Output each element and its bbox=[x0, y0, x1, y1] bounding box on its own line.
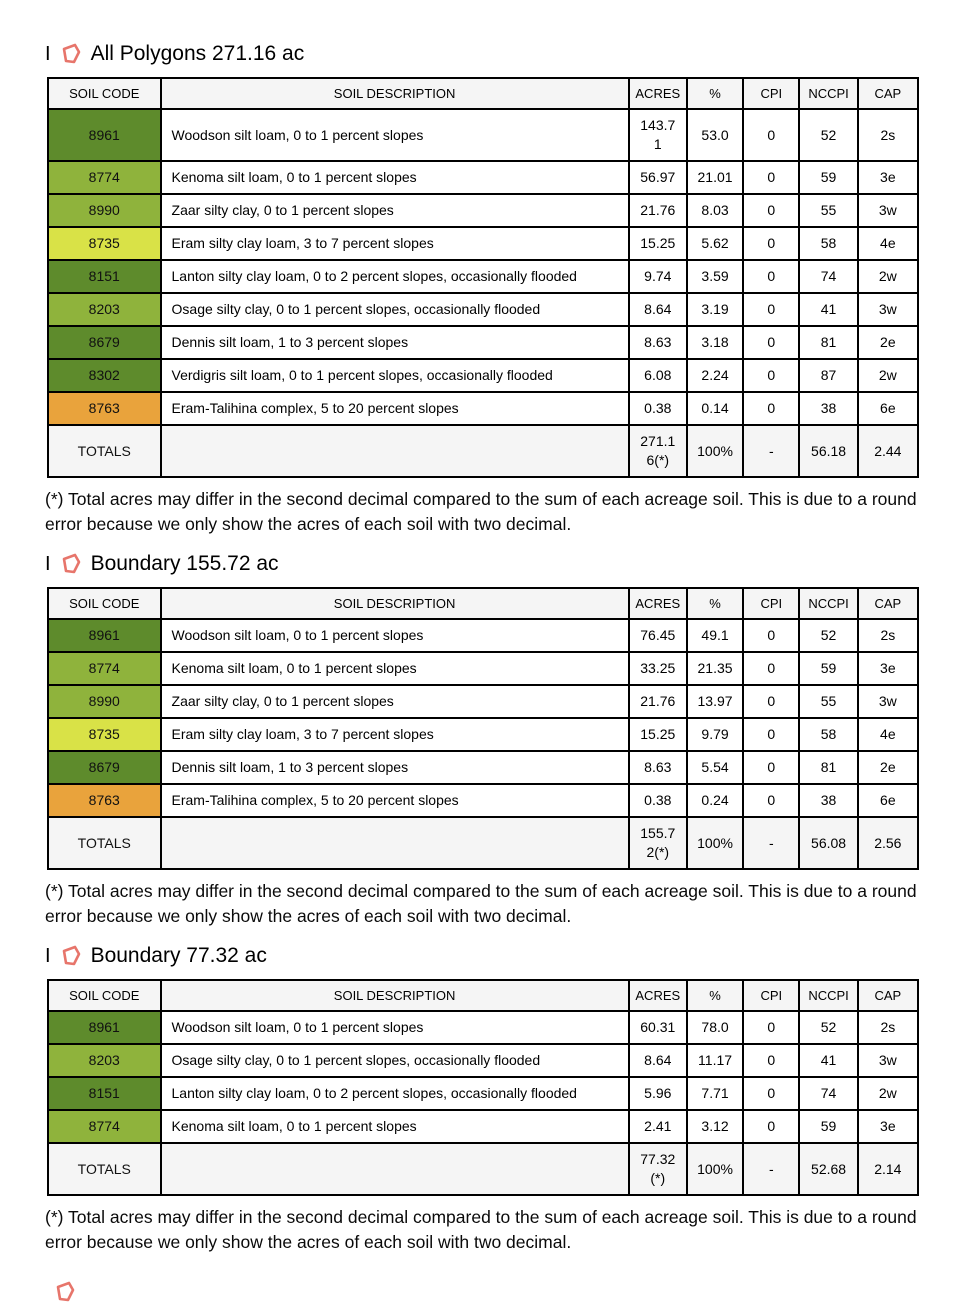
totals-cap: 2.56 bbox=[858, 817, 918, 869]
totals-label: TOTALS bbox=[48, 817, 161, 869]
table-row bbox=[48, 392, 918, 425]
percent-cell: 8.03 bbox=[687, 194, 743, 227]
table-row bbox=[48, 1077, 918, 1110]
soil-description-cell: Dennis silt loam, 1 to 3 percent slopes bbox=[161, 751, 629, 784]
cpi-cell: 0 bbox=[743, 718, 799, 751]
cap-cell: 3e bbox=[858, 652, 918, 685]
acres-cell: 8.64 bbox=[629, 293, 687, 326]
soil-description-cell: Verdigris silt loam, 0 to 1 percent slopes, occasionally flooded bbox=[161, 359, 629, 392]
cap-cell: 3e bbox=[858, 1110, 918, 1143]
nccpi-cell: 38 bbox=[799, 784, 857, 817]
cap-cell: 2s bbox=[858, 109, 918, 161]
soil-code-cell: 8151 bbox=[48, 260, 161, 293]
percent-cell: 3.18 bbox=[687, 326, 743, 359]
acres-cell: 8.63 bbox=[629, 751, 687, 784]
soil-description-cell: Lanton silty clay loam, 0 to 2 percent slopes, occasionally flooded bbox=[161, 260, 629, 293]
col-header-cpi: CPI bbox=[743, 980, 799, 1011]
soil-code-cell: 8774 bbox=[48, 161, 161, 194]
table-row bbox=[48, 619, 918, 652]
soil-description-cell: Kenoma silt loam, 0 to 1 percent slopes bbox=[161, 652, 629, 685]
soil-description-cell: Eram-Talihina complex, 5 to 20 percent slopes bbox=[161, 392, 629, 425]
col-header-percent: % bbox=[687, 588, 743, 619]
soil-description-cell: Kenoma silt loam, 0 to 1 percent slopes bbox=[161, 161, 629, 194]
nccpi-cell: 81 bbox=[799, 751, 857, 784]
percent-cell: 11.17 bbox=[687, 1044, 743, 1077]
acres-cell: 143.71 bbox=[629, 109, 687, 161]
polygon-icon bbox=[59, 42, 83, 66]
nccpi-cell: 41 bbox=[799, 1044, 857, 1077]
soil-description-cell: Zaar silty clay, 0 to 1 percent slopes bbox=[161, 685, 629, 718]
table-row bbox=[48, 326, 918, 359]
cpi-cell: 0 bbox=[743, 751, 799, 784]
table-row bbox=[48, 751, 918, 784]
percent-cell: 3.59 bbox=[687, 260, 743, 293]
cap-cell: 3e bbox=[858, 161, 918, 194]
col-header-soil-description: SOIL DESCRIPTION bbox=[161, 980, 629, 1011]
nccpi-cell: 55 bbox=[799, 685, 857, 718]
table-row bbox=[48, 685, 918, 718]
cpi-cell: 0 bbox=[743, 326, 799, 359]
nccpi-cell: 59 bbox=[799, 1110, 857, 1143]
percent-cell: 2.24 bbox=[687, 359, 743, 392]
cap-cell: 6e bbox=[858, 392, 918, 425]
col-header-soil-description: SOIL DESCRIPTION bbox=[161, 588, 629, 619]
percent-cell: 13.97 bbox=[687, 685, 743, 718]
section-boundary-77 bbox=[45, 944, 925, 1255]
acres-cell: 2.41 bbox=[629, 1110, 687, 1143]
totals-acres: 271.16(*) bbox=[629, 425, 687, 477]
totals-cpi: - bbox=[743, 1143, 799, 1195]
cap-cell: 3w bbox=[858, 194, 918, 227]
table-row bbox=[48, 652, 918, 685]
nccpi-cell: 41 bbox=[799, 293, 857, 326]
soil-description-cell: Eram silty clay loam, 3 to 7 percent slopes bbox=[161, 227, 629, 260]
soil-code-cell: 8679 bbox=[48, 326, 161, 359]
nccpi-cell: 74 bbox=[799, 1077, 857, 1110]
percent-cell: 9.79 bbox=[687, 718, 743, 751]
col-header-cpi: CPI bbox=[743, 588, 799, 619]
soil-table bbox=[47, 979, 919, 1196]
nccpi-cell: 59 bbox=[799, 652, 857, 685]
nccpi-cell: 81 bbox=[799, 326, 857, 359]
soil-code-cell: 8774 bbox=[48, 1110, 161, 1143]
totals-percent: 100% bbox=[687, 425, 743, 477]
acres-cell: 8.64 bbox=[629, 1044, 687, 1077]
acres-cell: 5.96 bbox=[629, 1077, 687, 1110]
table-row bbox=[48, 1044, 918, 1077]
nccpi-cell: 59 bbox=[799, 161, 857, 194]
section-all-polygons bbox=[45, 42, 925, 537]
soil-code-cell: 8961 bbox=[48, 619, 161, 652]
nccpi-cell: 52 bbox=[799, 619, 857, 652]
acres-cell: 0.38 bbox=[629, 784, 687, 817]
percent-cell: 5.54 bbox=[687, 751, 743, 784]
section-title-text: All Polygons 271.16 ac bbox=[90, 42, 305, 65]
soil-description-cell: Kenoma silt loam, 0 to 1 percent slopes bbox=[161, 1110, 629, 1143]
percent-cell: 78.0 bbox=[687, 1011, 743, 1044]
col-header-nccpi: NCCPI bbox=[799, 980, 857, 1011]
acres-cell: 76.45 bbox=[629, 619, 687, 652]
percent-cell: 21.01 bbox=[687, 161, 743, 194]
footnote: (*) Total acres may differ in the second decimal compared to the sum of each acreage soil. This is due to a round error because we only show the acres of each soil with two decimal. bbox=[45, 881, 917, 926]
col-header-cap: CAP bbox=[858, 78, 918, 109]
table-row bbox=[48, 161, 918, 194]
acres-cell: 56.97 bbox=[629, 161, 687, 194]
totals-nccpi: 52.68 bbox=[799, 1143, 857, 1195]
totals-label: TOTALS bbox=[48, 1143, 161, 1195]
soil-code-cell: 8735 bbox=[48, 718, 161, 751]
title-prefix: I bbox=[45, 43, 51, 65]
totals-row bbox=[48, 425, 918, 477]
soil-description-cell: Eram-Talihina complex, 5 to 20 percent slopes bbox=[161, 784, 629, 817]
acres-cell: 21.76 bbox=[629, 685, 687, 718]
table-header-row bbox=[48, 78, 918, 109]
acres-cell: 0.38 bbox=[629, 392, 687, 425]
soil-code-cell: 8302 bbox=[48, 359, 161, 392]
soil-description-cell: Osage silty clay, 0 to 1 percent slopes, occasionally flooded bbox=[161, 293, 629, 326]
soil-description-cell: Woodson silt loam, 0 to 1 percent slopes bbox=[161, 619, 629, 652]
acres-cell: 21.76 bbox=[629, 194, 687, 227]
polygon-icon bbox=[59, 944, 83, 968]
table-row bbox=[48, 1011, 918, 1044]
soil-description-cell: Woodson silt loam, 0 to 1 percent slopes bbox=[161, 1011, 629, 1044]
soil-description-cell: Eram silty clay loam, 3 to 7 percent slopes bbox=[161, 718, 629, 751]
soil-description-cell: Dennis silt loam, 1 to 3 percent slopes bbox=[161, 326, 629, 359]
soil-code-cell: 8961 bbox=[48, 109, 161, 161]
col-header-soil-code: SOIL CODE bbox=[48, 78, 161, 109]
section-title-text: Boundary 77.32 ac bbox=[90, 944, 267, 967]
percent-cell: 21.35 bbox=[687, 652, 743, 685]
totals-cpi: - bbox=[743, 817, 799, 869]
table-header-row bbox=[48, 588, 918, 619]
percent-cell: 5.62 bbox=[687, 227, 743, 260]
col-header-nccpi: NCCPI bbox=[799, 588, 857, 619]
title-prefix: I bbox=[45, 553, 51, 575]
polygon-icon bbox=[59, 552, 83, 576]
totals-percent: 100% bbox=[687, 1143, 743, 1195]
col-header-cap: CAP bbox=[858, 980, 918, 1011]
totals-cpi: - bbox=[743, 425, 799, 477]
cap-cell: 2e bbox=[858, 751, 918, 784]
acres-cell: 33.25 bbox=[629, 652, 687, 685]
col-header-acres: ACRES bbox=[629, 78, 687, 109]
bottom-polygon-icon-row bbox=[45, 1270, 925, 1309]
nccpi-cell: 58 bbox=[799, 227, 857, 260]
soil-code-cell: 8735 bbox=[48, 227, 161, 260]
table-row bbox=[48, 784, 918, 817]
cap-cell: 4e bbox=[858, 227, 918, 260]
totals-description bbox=[161, 1143, 629, 1195]
acres-cell: 15.25 bbox=[629, 227, 687, 260]
footnote: (*) Total acres may differ in the second decimal compared to the sum of each acreage soil. This is due to a round error because we only show the acres of each soil with two decimal. bbox=[45, 489, 917, 534]
nccpi-cell: 58 bbox=[799, 718, 857, 751]
soil-code-cell: 8990 bbox=[48, 685, 161, 718]
cpi-cell: 0 bbox=[743, 1044, 799, 1077]
section-title-text: Boundary 155.72 ac bbox=[90, 552, 279, 575]
acres-cell: 9.74 bbox=[629, 260, 687, 293]
soil-description-cell: Woodson silt loam, 0 to 1 percent slopes bbox=[161, 109, 629, 161]
nccpi-cell: 74 bbox=[799, 260, 857, 293]
percent-cell: 0.14 bbox=[687, 392, 743, 425]
table-row bbox=[48, 293, 918, 326]
totals-description bbox=[161, 817, 629, 869]
acres-cell: 6.08 bbox=[629, 359, 687, 392]
totals-cap: 2.44 bbox=[858, 425, 918, 477]
cpi-cell: 0 bbox=[743, 685, 799, 718]
percent-cell: 53.0 bbox=[687, 109, 743, 161]
table-header-row bbox=[48, 980, 918, 1011]
cpi-cell: 0 bbox=[743, 1110, 799, 1143]
cpi-cell: 0 bbox=[743, 260, 799, 293]
cpi-cell: 0 bbox=[743, 392, 799, 425]
nccpi-cell: 87 bbox=[799, 359, 857, 392]
table-row bbox=[48, 359, 918, 392]
col-header-nccpi: NCCPI bbox=[799, 78, 857, 109]
totals-nccpi: 56.18 bbox=[799, 425, 857, 477]
col-header-acres: ACRES bbox=[629, 588, 687, 619]
title-prefix: I bbox=[45, 945, 51, 967]
table-row bbox=[48, 227, 918, 260]
cap-cell: 3w bbox=[858, 685, 918, 718]
table-row bbox=[48, 194, 918, 227]
table-row bbox=[48, 718, 918, 751]
cpi-cell: 0 bbox=[743, 293, 799, 326]
percent-cell: 7.71 bbox=[687, 1077, 743, 1110]
table-row bbox=[48, 1110, 918, 1143]
cpi-cell: 0 bbox=[743, 194, 799, 227]
soil-code-cell: 8774 bbox=[48, 652, 161, 685]
col-header-percent: % bbox=[687, 78, 743, 109]
soil-description-cell: Lanton silty clay loam, 0 to 2 percent slopes, occasionally flooded bbox=[161, 1077, 629, 1110]
cpi-cell: 0 bbox=[743, 1011, 799, 1044]
footnote: (*) Total acres may differ in the second decimal compared to the sum of each acreage soil. This is due to a round error because we only show the acres of each soil with two decimal. bbox=[45, 1207, 917, 1252]
totals-row bbox=[48, 1143, 918, 1195]
nccpi-cell: 55 bbox=[799, 194, 857, 227]
cpi-cell: 0 bbox=[743, 109, 799, 161]
soil-description-cell: Zaar silty clay, 0 to 1 percent slopes bbox=[161, 194, 629, 227]
cap-cell: 3w bbox=[858, 1044, 918, 1077]
totals-acres: 155.72(*) bbox=[629, 817, 687, 869]
cpi-cell: 0 bbox=[743, 652, 799, 685]
acres-cell: 8.63 bbox=[629, 326, 687, 359]
col-header-soil-code: SOIL CODE bbox=[48, 980, 161, 1011]
col-header-soil-description: SOIL DESCRIPTION bbox=[161, 78, 629, 109]
soil-code-cell: 8203 bbox=[48, 1044, 161, 1077]
totals-acres: 77.32(*) bbox=[629, 1143, 687, 1195]
cap-cell: 2w bbox=[858, 260, 918, 293]
cap-cell: 2w bbox=[858, 1077, 918, 1110]
col-header-cpi: CPI bbox=[743, 78, 799, 109]
soil-code-cell: 8763 bbox=[48, 784, 161, 817]
cpi-cell: 0 bbox=[743, 1077, 799, 1110]
percent-cell: 3.12 bbox=[687, 1110, 743, 1143]
soil-code-cell: 8679 bbox=[48, 751, 161, 784]
cap-cell: 4e bbox=[858, 718, 918, 751]
col-header-acres: ACRES bbox=[629, 980, 687, 1011]
section-title bbox=[45, 944, 925, 968]
acres-cell: 60.31 bbox=[629, 1011, 687, 1044]
totals-label: TOTALS bbox=[48, 425, 161, 477]
soil-code-cell: 8763 bbox=[48, 392, 161, 425]
percent-cell: 49.1 bbox=[687, 619, 743, 652]
totals-description bbox=[161, 425, 629, 477]
cpi-cell: 0 bbox=[743, 227, 799, 260]
percent-cell: 3.19 bbox=[687, 293, 743, 326]
soil-table bbox=[47, 587, 919, 870]
section-boundary-155 bbox=[45, 552, 925, 929]
totals-cap: 2.14 bbox=[858, 1143, 918, 1195]
col-header-percent: % bbox=[687, 980, 743, 1011]
col-header-soil-code: SOIL CODE bbox=[48, 588, 161, 619]
table-row bbox=[48, 109, 918, 161]
section-title bbox=[45, 552, 925, 576]
totals-percent: 100% bbox=[687, 817, 743, 869]
soil-description-cell: Osage silty clay, 0 to 1 percent slopes, occasionally flooded bbox=[161, 1044, 629, 1077]
nccpi-cell: 52 bbox=[799, 109, 857, 161]
cap-cell: 2w bbox=[858, 359, 918, 392]
totals-nccpi: 56.08 bbox=[799, 817, 857, 869]
cap-cell: 2e bbox=[858, 326, 918, 359]
totals-row bbox=[48, 817, 918, 869]
soil-code-cell: 8151 bbox=[48, 1077, 161, 1110]
cap-cell: 6e bbox=[858, 784, 918, 817]
section-title bbox=[45, 42, 925, 66]
cpi-cell: 0 bbox=[743, 619, 799, 652]
soil-code-cell: 8961 bbox=[48, 1011, 161, 1044]
soil-code-cell: 8203 bbox=[48, 293, 161, 326]
percent-cell: 0.24 bbox=[687, 784, 743, 817]
cpi-cell: 0 bbox=[743, 784, 799, 817]
cpi-cell: 0 bbox=[743, 161, 799, 194]
soil-table bbox=[47, 77, 919, 478]
cap-cell: 2s bbox=[858, 1011, 918, 1044]
cap-cell: 2s bbox=[858, 619, 918, 652]
table-row bbox=[48, 260, 918, 293]
polygon-icon bbox=[53, 1280, 77, 1304]
cap-cell: 3w bbox=[858, 293, 918, 326]
soil-code-cell: 8990 bbox=[48, 194, 161, 227]
cpi-cell: 0 bbox=[743, 359, 799, 392]
nccpi-cell: 52 bbox=[799, 1011, 857, 1044]
acres-cell: 15.25 bbox=[629, 718, 687, 751]
nccpi-cell: 38 bbox=[799, 392, 857, 425]
col-header-cap: CAP bbox=[858, 588, 918, 619]
